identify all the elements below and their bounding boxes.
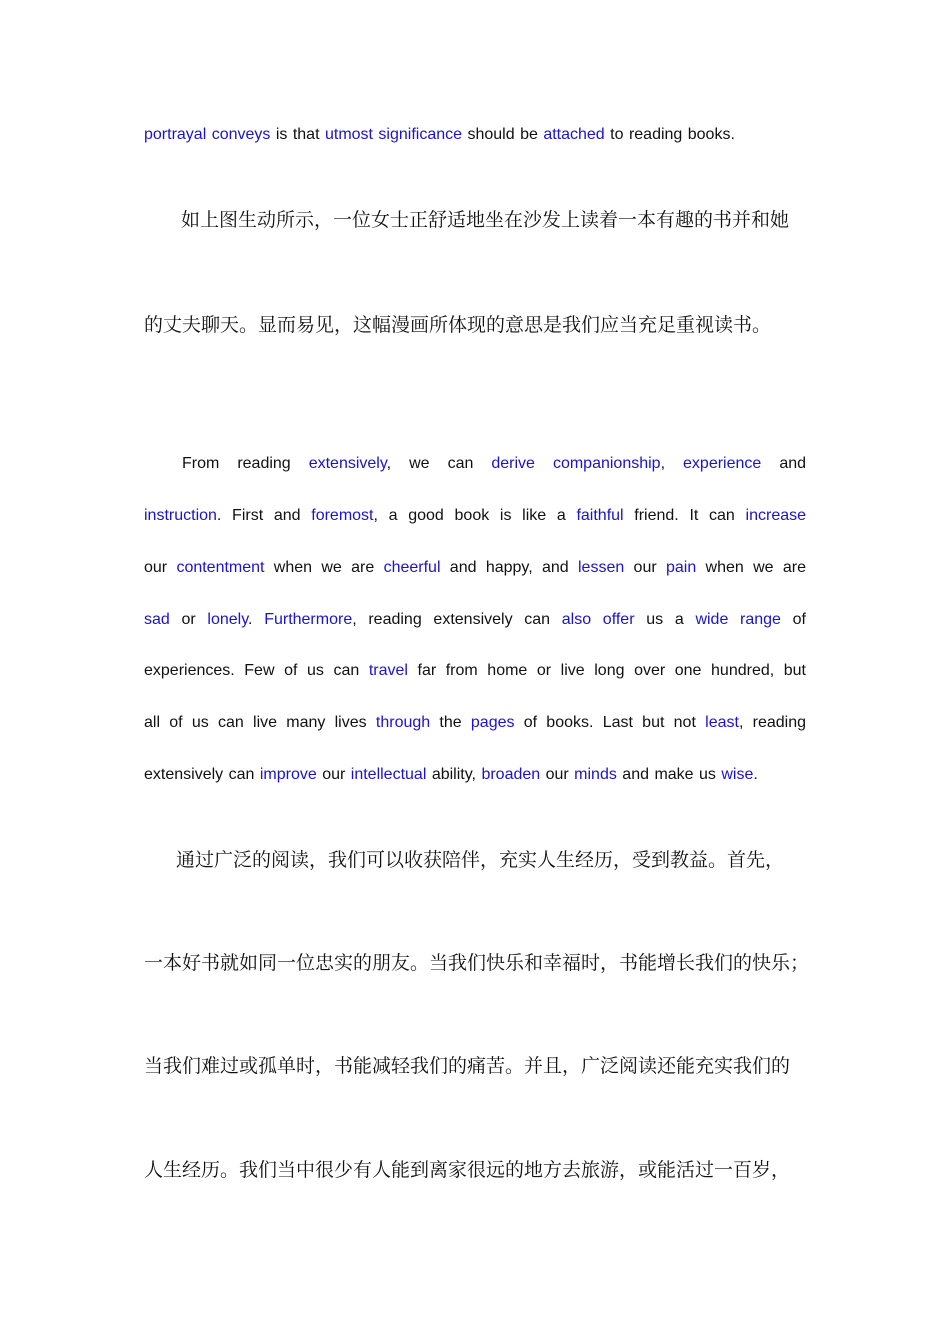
highlighted-phrase: derive companionship: [491, 455, 661, 472]
plain-text: , we can: [386, 455, 492, 472]
plain-text: us a: [634, 611, 696, 628]
plain-text: From reading: [182, 455, 309, 472]
highlighted-phrase: contentment: [176, 559, 265, 576]
text-line-5: [144, 559, 806, 577]
plain-text: of books. Last but not: [514, 714, 706, 731]
plain-text: or: [169, 611, 208, 628]
highlighted-phrase: wide range: [695, 611, 781, 628]
plain-text: our: [540, 766, 575, 783]
highlighted-phrase: also offer: [561, 611, 635, 628]
text-line-8: [144, 714, 806, 732]
text-line-0: [144, 126, 735, 144]
plain-text: all of us can live many lives: [144, 714, 376, 731]
plain-text: experiences. Few of us can: [144, 662, 369, 679]
plain-text: far from home or live long over one hundred, but: [407, 662, 806, 679]
plain-text: the: [430, 714, 471, 731]
plain-text: 如上图生动所示，一位女士正舒适地坐在沙发上读着一本有趣的书并和她: [181, 209, 790, 231]
plain-text: when we are: [696, 559, 806, 576]
highlighted-phrase: faithful: [576, 507, 624, 524]
text-line-3: [144, 455, 806, 473]
plain-text: our: [316, 766, 351, 783]
plain-text: , reading: [738, 714, 807, 731]
plain-text: 当我们难过或孤单时，书能减轻我们的痛苦。并且，广泛阅读还能充实我们的: [144, 1055, 791, 1077]
plain-text: , a good book is like a: [373, 507, 577, 524]
highlighted-phrase: portrayal conveys: [144, 126, 271, 143]
highlighted-phrase: least: [705, 714, 739, 731]
highlighted-phrase: experience: [683, 455, 762, 472]
plain-text: .: [248, 611, 265, 628]
plain-text: of: [780, 611, 807, 628]
plain-text: , reading extensively can: [352, 611, 562, 628]
plain-text: should be: [462, 126, 544, 143]
plain-text: 人生经历。我们当中很少有人能到离家很远的地方去旅游，或能活过一百岁，: [144, 1159, 791, 1181]
text-line-12: [144, 1051, 790, 1078]
plain-text: 通过广泛的阅读，我们可以收获陪伴，充实人生经历，受到教益。首先，: [176, 849, 785, 871]
plain-text: friend. It can: [623, 507, 746, 524]
text-line-11: [144, 948, 809, 975]
highlighted-phrase: lessen: [577, 559, 625, 576]
text-line-4: [144, 507, 806, 525]
text-line-7: [144, 662, 806, 680]
text-line-6: [144, 611, 806, 629]
highlighted-phrase: intellectual: [350, 766, 427, 783]
plain-text: 一本好书就如同一位忠实的朋友。当我们快乐和幸福时，书能增长我们的快乐；: [144, 952, 810, 974]
highlighted-phrase: through: [375, 714, 431, 731]
plain-text: ,: [660, 455, 684, 472]
plain-text: our: [144, 559, 177, 576]
text-line-9: [144, 766, 758, 784]
plain-text: is that: [270, 126, 325, 143]
plain-text: .: [753, 766, 758, 783]
highlighted-phrase: broaden: [481, 766, 541, 783]
highlighted-phrase: extensively: [308, 455, 387, 472]
highlighted-phrase: instruction: [144, 507, 217, 524]
highlighted-phrase: utmost significance: [324, 126, 463, 143]
plain-text: extensively can: [144, 766, 260, 783]
highlighted-phrase: lonely: [207, 611, 249, 628]
plain-text: . First and: [216, 507, 312, 524]
highlighted-phrase: cheerful: [383, 559, 441, 576]
plain-text: and happy, and: [440, 559, 578, 576]
highlighted-phrase: pages: [470, 714, 515, 731]
text-line-1: [181, 205, 789, 232]
plain-text: to reading books.: [604, 126, 735, 143]
highlighted-phrase: minds: [574, 766, 617, 783]
highlighted-phrase: foremost: [311, 507, 374, 524]
plain-text: 的丈夫聊天。显而易见，这幅漫画所体现的意思是我们应当充足重视读书。: [144, 314, 772, 336]
text-line-10: [176, 845, 784, 872]
plain-text: ability,: [426, 766, 482, 783]
highlighted-phrase: improve: [259, 766, 317, 783]
highlighted-phrase: Furthermore: [264, 611, 353, 628]
highlighted-phrase: attached: [543, 126, 605, 143]
highlighted-phrase: increase: [745, 507, 807, 524]
highlighted-phrase: sad: [144, 611, 170, 628]
highlighted-phrase: wise: [721, 766, 754, 783]
text-line-13: [144, 1155, 790, 1182]
plain-text: and make us: [616, 766, 722, 783]
text-line-2: [144, 310, 771, 337]
plain-text: our: [624, 559, 666, 576]
highlighted-phrase: pain: [665, 559, 697, 576]
highlighted-phrase: travel: [368, 662, 408, 679]
plain-text: when we are: [264, 559, 384, 576]
plain-text: and: [761, 455, 807, 472]
